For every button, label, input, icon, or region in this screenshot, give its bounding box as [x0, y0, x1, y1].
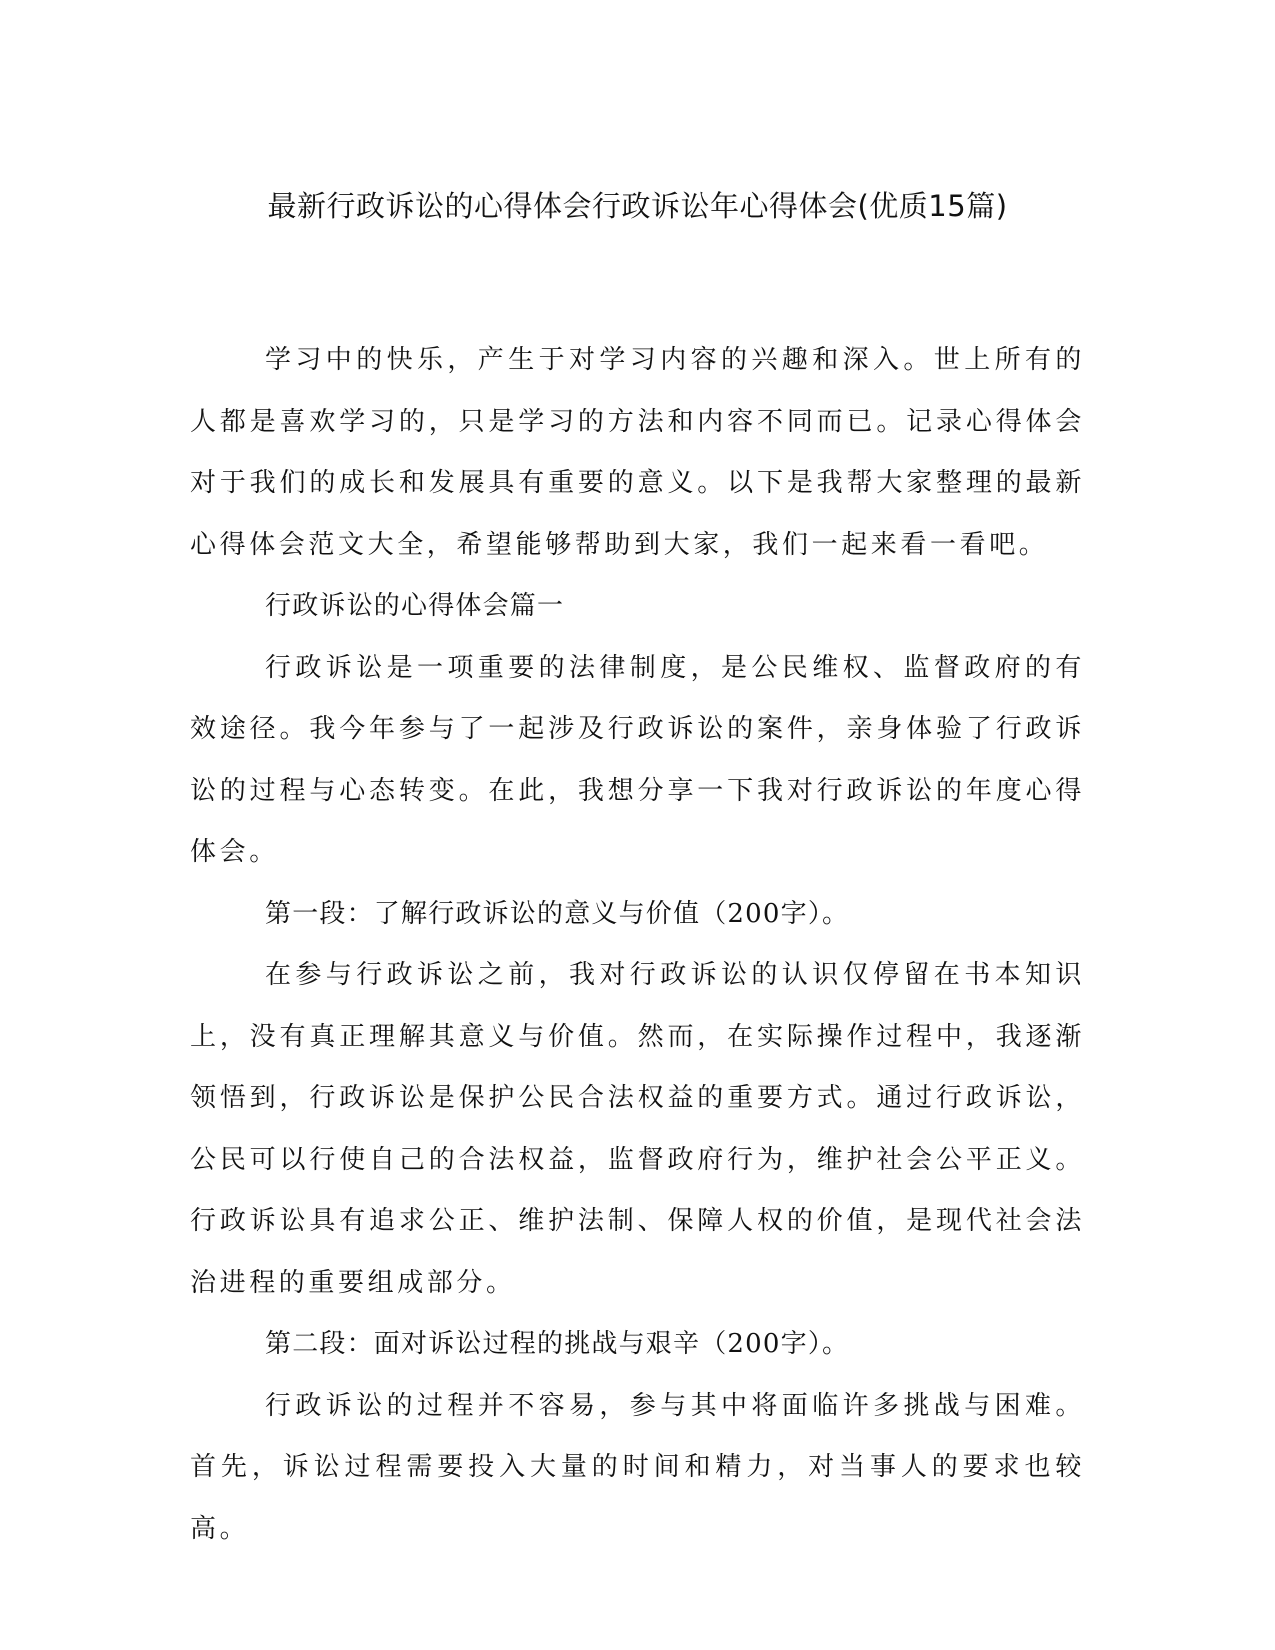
paragraph: 行政诉讼是一项重要的法律制度，是公民维权、监督政府的有效途径。我今年参与了一起涉及行政诉讼的案件，亲身体验了行政诉讼的过程与心态转变。在此，我想分享一下我对行政诉讼的年度心得体会。 — [190, 652, 1085, 867]
document-title: 最新行政诉讼的心得体会行政诉讼年心得体会(优质15篇) — [267, 189, 1008, 223]
paragraph: 行政诉讼的过程并不容易，参与其中将面临许多挑战与困难。首先，诉讼过程需要投入大量的时间和精力，对当事人的要求也较高。 — [190, 1390, 1085, 1544]
paragraph: 在参与行政诉讼之前，我对行政诉讼的认识仅停留在书本知识上，没有真正理解其意义与价值。然而，在实际操作过程中，我逐渐领悟到，行政诉讼是保护公民合法权益的重要方式。通过行政诉讼，公民可以行使自己的合法权益，监督政府行为，维护社会公平正义。行政诉讼具有追求公正、维护法制、保障人权的价值，是现代社会法治进程的重要组成部分。 — [190, 960, 1085, 1298]
paragraph-intro: 学习中的快乐，产生于对学习内容的兴趣和深入。世上所有的人都是喜欢学习的，只是学习的方法和内容不同而已。记录心得体会对于我们的成长和发展具有重要的意义。以下是我帮大家整理的最新心得体会范文大全，希望能够帮助到大家，我们一起来看一看吧。 — [190, 345, 1085, 560]
section-heading-second-stage: 第二段：面对诉讼过程的挑战与艰辛（200字）。 — [265, 1329, 850, 1359]
section-heading-part-one: 行政诉讼的心得体会篇一 — [265, 591, 565, 621]
document-body — [190, 330, 1085, 1560]
section-heading-first-stage: 第一段：了解行政诉讼的意义与价值（200字）。 — [265, 898, 850, 929]
